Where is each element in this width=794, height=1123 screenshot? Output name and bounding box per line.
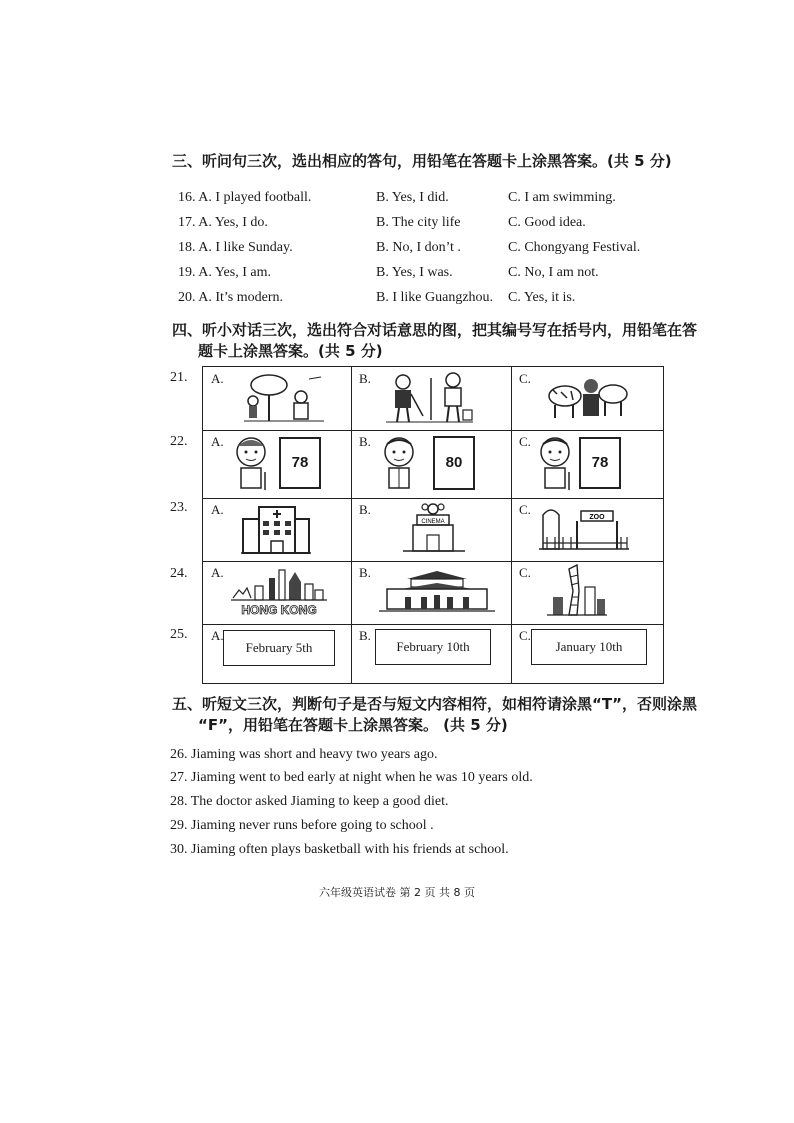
- option-letter: C.: [519, 434, 531, 449]
- hong-kong-skyline-picture: [229, 564, 329, 620]
- question-number: 23.: [170, 500, 188, 515]
- option-a: 16. A. I played football.: [178, 190, 312, 205]
- option-letter: C.: [519, 628, 531, 643]
- option-letter: C.: [519, 371, 531, 386]
- option-letter: B.: [359, 434, 371, 449]
- man-with-cane-picture: [535, 434, 575, 492]
- zoo-picture: [537, 501, 631, 557]
- cell-b: [351, 498, 512, 561]
- option-b: B. Yes, I was.: [376, 265, 453, 280]
- section5-title-line2: “F”，用铅笔在答题卡上涂黑答案。 (共 5 分): [198, 716, 508, 734]
- cell-b: [351, 624, 512, 683]
- statement: 29. Jiaming never runs before going to school .: [170, 818, 434, 833]
- statement: 30. Jiaming often plays basketball with his friends at school.: [170, 842, 509, 857]
- grid-row-22: [203, 430, 663, 499]
- cell-c: [511, 367, 663, 430]
- canton-tower-picture: [547, 563, 607, 621]
- option-a: 20. A. It’s modern.: [178, 290, 283, 305]
- option-letter: A.: [211, 565, 224, 580]
- grandmother-picture: [231, 434, 271, 492]
- cell-c: [511, 561, 663, 624]
- statement: 28. The doctor asked Jiaming to keep a good diet.: [170, 794, 449, 809]
- question-row: [178, 287, 738, 309]
- option-c: C. Chongyang Festival.: [508, 240, 641, 255]
- question-number: 21.: [170, 370, 188, 385]
- option-a: 18. A. I like Sunday.: [178, 240, 293, 255]
- cinema-picture: [399, 501, 469, 557]
- question-row: [178, 262, 738, 284]
- people-planting-tree-picture: [239, 371, 329, 426]
- date-box: February 10th: [375, 629, 491, 665]
- cell-a: [203, 498, 352, 561]
- cell-a: [203, 561, 352, 624]
- date-box: January 10th: [531, 629, 647, 665]
- cell-b: [351, 367, 512, 430]
- option-a: 17. A. Yes, I do.: [178, 215, 268, 230]
- date-box: February 5th: [223, 630, 335, 666]
- section5-title-line1: 五、听短文三次，判断句子是否与短文内容相符，如相符请涂黑“T”，否则涂黑: [172, 695, 697, 713]
- score-box: 80: [433, 436, 475, 490]
- section3-title: 三、听问句三次，选出相应的答句，用铅笔在答题卡上涂黑答案。(共 5 分): [172, 152, 672, 170]
- grid-row-23: [203, 498, 663, 562]
- option-letter: A.: [211, 434, 224, 449]
- question-row: [178, 212, 738, 234]
- section4-title-line1: 四、听小对话三次，选出符合对话意思的图，把其编号写在括号内，用铅笔在答: [172, 321, 698, 339]
- option-letter: A.: [211, 371, 224, 386]
- grid-row-25: [203, 624, 663, 683]
- cell-b: [351, 561, 512, 624]
- question-number: 24.: [170, 566, 188, 581]
- cell-b: [351, 430, 512, 498]
- option-letter: B.: [359, 371, 371, 386]
- option-a: 19. A. Yes, I am.: [178, 265, 271, 280]
- option-letter: B.: [359, 502, 371, 517]
- tiananmen-picture: [377, 569, 497, 619]
- man-picture: [379, 434, 419, 492]
- statement: 27. Jiaming went to bed early at night when he was 10 years old.: [170, 770, 533, 785]
- cell-a: [203, 367, 352, 430]
- question-row: [178, 187, 738, 209]
- option-b: B. I like Guangzhou.: [376, 290, 494, 305]
- option-letter: B.: [359, 565, 371, 580]
- hospital-picture: [241, 503, 311, 557]
- option-c: C. I am swimming.: [508, 190, 616, 205]
- kids-planting-picture: [381, 370, 476, 428]
- hong-kong-text: HONG KONG: [241, 603, 317, 617]
- question-number: 25.: [170, 627, 188, 642]
- option-letter: C.: [519, 502, 531, 517]
- zoo-sign-text: ZOO: [589, 514, 605, 521]
- cell-a: [203, 624, 352, 683]
- option-letter: C.: [519, 565, 531, 580]
- option-b: B. Yes, I did.: [376, 190, 449, 205]
- option-b: B. No, I don’t .: [376, 240, 461, 255]
- picture-grid: [202, 366, 664, 684]
- cinema-sign-text: CINEMA: [421, 519, 445, 525]
- score-box: 78: [279, 437, 321, 489]
- option-letter: A.: [211, 502, 224, 517]
- score-box: 78: [579, 437, 621, 489]
- option-c: C. Yes, it is.: [508, 290, 576, 305]
- grid-row-21: [203, 367, 663, 431]
- cell-c: [511, 498, 663, 561]
- option-letter: A.: [211, 628, 224, 643]
- cell-c: [511, 430, 663, 498]
- question-number: 22.: [170, 434, 188, 449]
- section4-title-line2: 题卡上涂黑答案。(共 5 分): [198, 342, 383, 360]
- option-c: C. Good idea.: [508, 215, 586, 230]
- page-footer: 六年级英语试卷 第 2 页 共 8 页: [319, 886, 475, 899]
- question-row: [178, 237, 738, 259]
- statement: 26. Jiaming was short and heavy two years ago.: [170, 747, 438, 762]
- grid-row-24: [203, 561, 663, 625]
- option-letter: B.: [359, 628, 371, 643]
- farm-animals-picture: [543, 372, 633, 427]
- option-c: C. No, I am not.: [508, 265, 599, 280]
- cell-a: [203, 430, 352, 498]
- option-b: B. The city life: [376, 215, 461, 230]
- cell-c: [511, 624, 663, 683]
